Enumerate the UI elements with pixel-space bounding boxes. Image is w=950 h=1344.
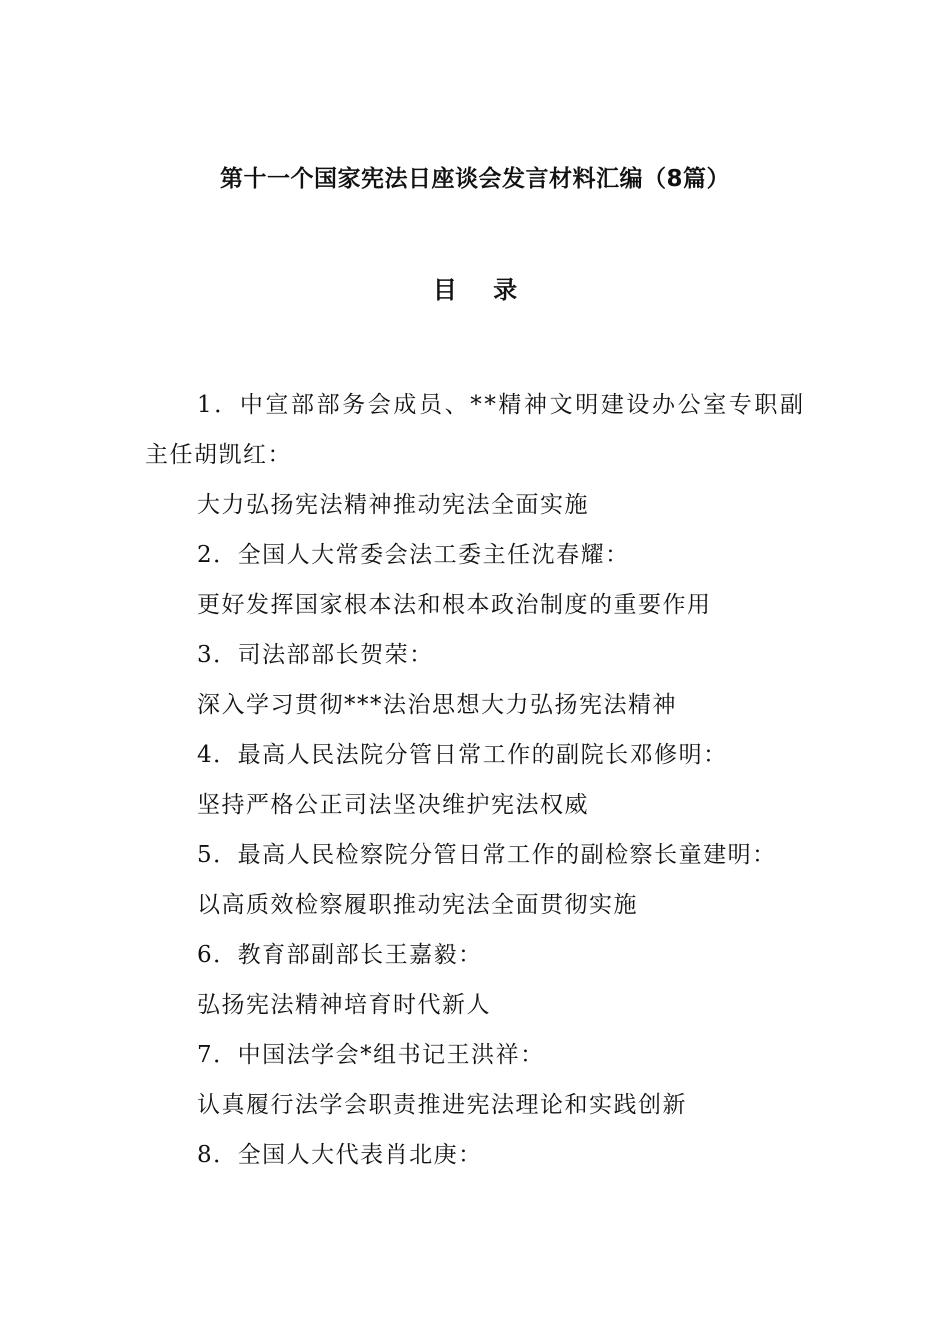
toc-entry-2-topic: 更好发挥国家根本法和根本政治制度的重要作用	[197, 592, 712, 618]
table-of-contents	[145, 380, 810, 1180]
toc-entry-7-speaker: 7．中国法学会*组书记王洪祥：	[197, 1042, 545, 1068]
toc-heading: 目 录	[432, 276, 532, 304]
toc-entry-3-topic: 深入学习贯彻***法治思想大力弘扬宪法精神	[197, 692, 677, 718]
toc-entry-1-speaker-continued: 主任胡凯红：	[145, 442, 292, 468]
document-title: 第十一个国家宪法日座谈会发言材料汇编（8篇）	[219, 166, 730, 192]
toc-entry-8-speaker: 8．全国人大代表肖北庚：	[197, 1142, 483, 1168]
toc-entry-1-topic: 大力弘扬宪法精神推动宪法全面实施	[197, 492, 589, 518]
toc-entry-4-speaker: 4．最高人民法院分管日常工作的副院长邓修明：	[197, 742, 728, 768]
toc-entry-2-speaker: 2．全国人大常委会法工委主任沈春耀：	[197, 542, 630, 568]
toc-entry-5-topic: 以高质效检察履职推动宪法全面贯彻实施	[197, 892, 638, 918]
toc-entry-6-topic: 弘扬宪法精神培育时代新人	[197, 992, 491, 1018]
toc-entry-7-topic: 认真履行法学会职责推进宪法理论和实践创新	[197, 1092, 687, 1118]
toc-entry-1-speaker: 1．中宣部部务会成员、**精神文明建设办公室专职副	[197, 392, 806, 418]
toc-entry-3-speaker: 3．司法部部长贺荣：	[197, 642, 434, 668]
toc-entry-6-speaker: 6．教育部副部长王嘉毅：	[197, 942, 483, 968]
toc-entry-4-topic: 坚持严格公正司法坚决维护宪法权威	[197, 792, 589, 818]
toc-entry-5-speaker: 5．最高人民检察院分管日常工作的副检察长童建明：	[197, 842, 777, 868]
